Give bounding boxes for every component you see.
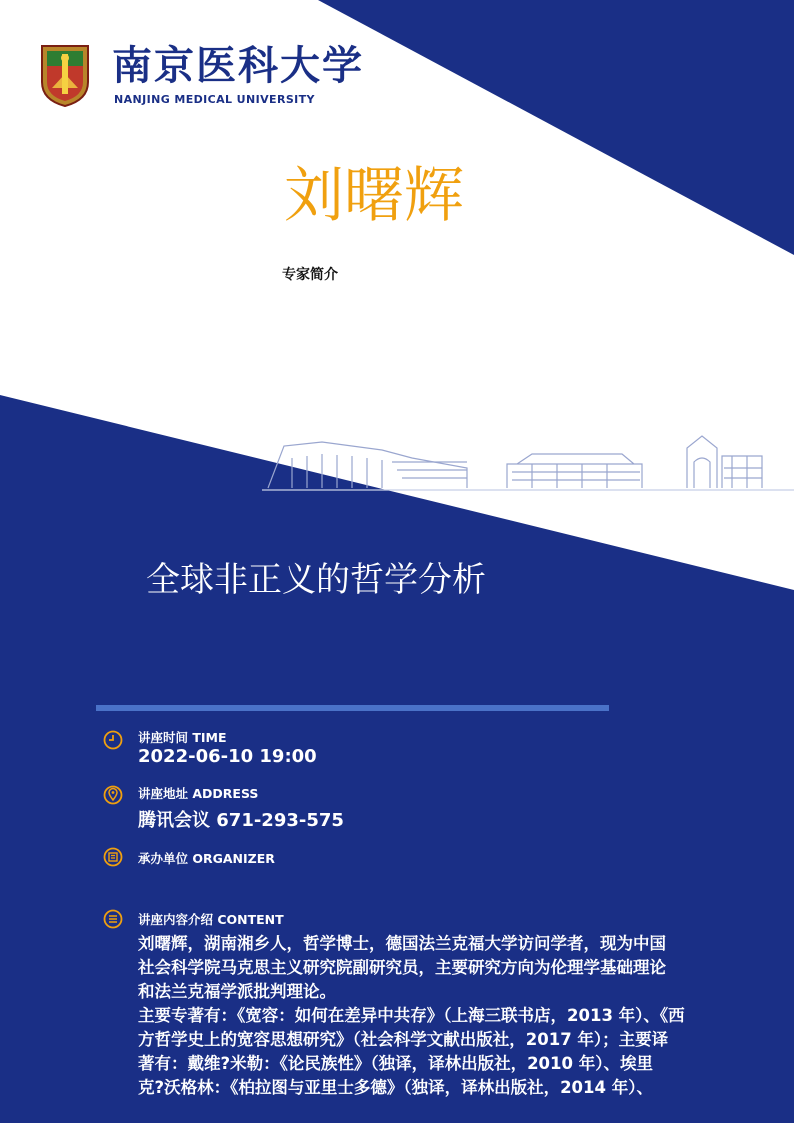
content-line: 主要专著有：《宽容：如何在差异中共存》（上海三联书店，2013 年）、《西 bbox=[138, 1006, 685, 1025]
content-line: 刘曙辉，湖南湘乡人，哲学博士，德国法兰克福大学访问学者，现为中国 bbox=[138, 934, 666, 953]
campus-skyline-illustration bbox=[262, 428, 794, 494]
location-pin-icon bbox=[103, 785, 123, 805]
speaker-intro-label: 专家简介 bbox=[282, 267, 338, 283]
speaker-name: 刘曙辉 bbox=[284, 161, 464, 231]
time-value: 2022-06-10 19:00 bbox=[138, 746, 317, 767]
content-list-icon bbox=[103, 909, 123, 929]
clock-icon bbox=[103, 730, 123, 750]
content-line: 著有：戴维?米勒：《论民族性》（独译，译林出版社，2010 年）、埃里 bbox=[138, 1054, 653, 1073]
address-value: 腾讯会议 671-293-575 bbox=[138, 810, 344, 831]
time-label: 讲座时间 TIME bbox=[138, 730, 227, 745]
content-label: 讲座内容介绍 CONTENT bbox=[138, 912, 284, 927]
content-line: 和法兰克福学派批判理论。 bbox=[138, 982, 336, 1001]
university-emblem-icon bbox=[40, 44, 90, 108]
content-line: 社会科学院马克思主义研究院副研究员，主要研究方向为伦理学基础理论 bbox=[138, 958, 666, 977]
organizer-building-icon bbox=[103, 847, 123, 867]
organizer-label: 承办单位 ORGANIZER bbox=[138, 851, 275, 866]
address-label: 讲座地址 ADDRESS bbox=[138, 786, 259, 801]
content-line: 方哲学史上的宽容思想研究》（社会科学文献出版社，2017 年）；主要译 bbox=[138, 1030, 669, 1049]
section-divider bbox=[96, 705, 609, 711]
lecture-content-description bbox=[138, 932, 738, 1100]
university-name-en: NANJING MEDICAL UNIVERSITY bbox=[114, 93, 315, 106]
content-line: 克?沃格林：《柏拉图与亚里士多德》（独译，译林出版社，2014 年）、 bbox=[138, 1078, 653, 1097]
lecture-title: 全球非正义的哲学分析 bbox=[146, 560, 486, 600]
university-name-cn: 南京医科大学 bbox=[112, 42, 364, 89]
